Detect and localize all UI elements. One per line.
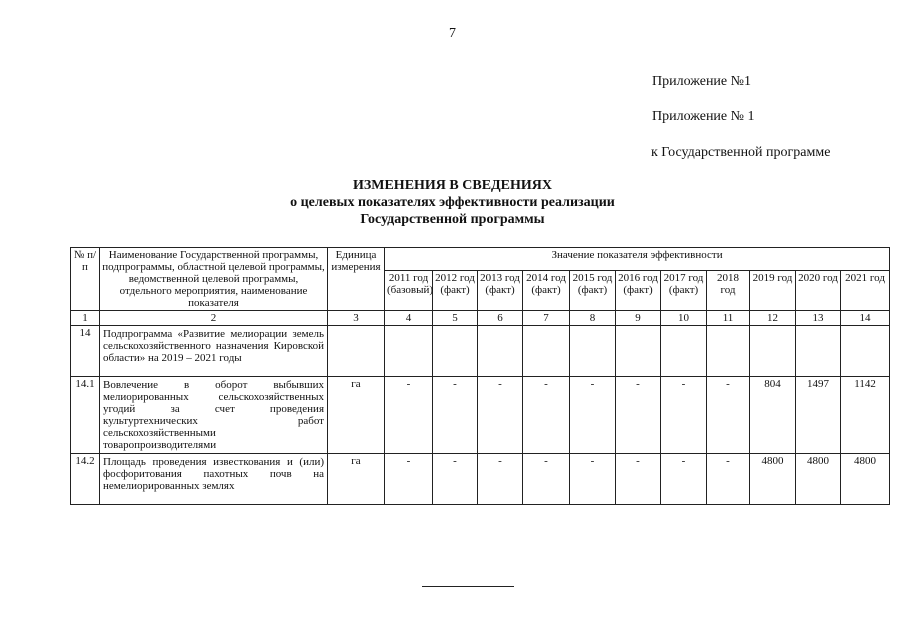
row-value: - <box>385 377 433 454</box>
column-numbers-row <box>71 311 890 326</box>
row-value: - <box>478 454 523 505</box>
row-value <box>707 326 750 377</box>
column-number: 5 <box>433 311 478 326</box>
header-year: 2015 год (факт) <box>570 270 616 311</box>
row-number: 14 <box>71 326 100 377</box>
table-row <box>71 377 890 454</box>
column-number: 2 <box>100 311 328 326</box>
row-value: - <box>570 454 616 505</box>
header-name: Наименование Государственной программы, подпрограммы, областной целевой программы, ведомственной целевой программы, отдельного мероприятия, наименование показателя <box>100 248 328 311</box>
row-value: - <box>433 454 478 505</box>
row-value <box>478 326 523 377</box>
row-name: Площадь проведения известкования и (или) фосфоритования пахотных почв на немелиорированных землях <box>100 454 328 505</box>
row-value: 4800 <box>750 454 796 505</box>
row-value: 804 <box>750 377 796 454</box>
title-line-2: о целевых показателях эффективности реализации <box>290 195 615 210</box>
header-year: 2014 год (факт) <box>523 270 570 311</box>
column-number: 12 <box>750 311 796 326</box>
row-value: - <box>523 377 570 454</box>
header-values-group: Значение показателя эффективности <box>385 248 890 271</box>
row-value: 1142 <box>841 377 890 454</box>
table-row <box>71 326 890 377</box>
column-number: 3 <box>328 311 385 326</box>
column-number: 4 <box>385 311 433 326</box>
column-number: 9 <box>616 311 661 326</box>
row-value: - <box>616 377 661 454</box>
row-value: - <box>661 454 707 505</box>
column-number: 14 <box>841 311 890 326</box>
row-value: - <box>707 377 750 454</box>
annex-label: Приложение №1 <box>652 74 751 89</box>
row-value: - <box>385 454 433 505</box>
footer-divider <box>422 586 514 587</box>
title-line-1: ИЗМЕНЕНИЯ В СВЕДЕНИЯХ <box>352 178 553 193</box>
row-unit: га <box>328 454 385 505</box>
header-year: 2017 год (факт) <box>661 270 707 311</box>
row-number: 14.1 <box>71 377 100 454</box>
column-number: 6 <box>478 311 523 326</box>
row-name: Подпрограмма «Развитие мелиорации земель сельскохозяйственного назначения Кировской области» на 2019 – 2021 годы <box>100 326 328 377</box>
header-year: 2013 год (факт) <box>478 270 523 311</box>
row-value: - <box>707 454 750 505</box>
indicators-table <box>70 247 890 505</box>
row-value: 4800 <box>841 454 890 505</box>
row-value: - <box>433 377 478 454</box>
row-value <box>385 326 433 377</box>
row-unit <box>328 326 385 377</box>
row-value: - <box>616 454 661 505</box>
row-value: - <box>523 454 570 505</box>
row-value <box>523 326 570 377</box>
table-row <box>71 454 890 505</box>
row-unit: га <box>328 377 385 454</box>
header-year: 2011 год (базовый) <box>385 270 433 311</box>
page-number: 7 <box>449 26 456 41</box>
row-value <box>750 326 796 377</box>
row-value: - <box>478 377 523 454</box>
row-number: 14.2 <box>71 454 100 505</box>
header-year: 2019 год <box>750 270 796 311</box>
annex-label-2: Приложение № 1 <box>652 109 755 124</box>
row-value <box>616 326 661 377</box>
row-name: Вовлечение в оборот выбывших мелиорированных сельскохозяйственных угодий за счет проведения культуртехнических работ сельскохозяйственными товаропроизводителями <box>100 377 328 454</box>
title-line-3: Государственной программы <box>360 212 545 227</box>
header-year: 2020 год <box>796 270 841 311</box>
header-number: № п/п <box>71 248 100 311</box>
column-number: 1 <box>71 311 100 326</box>
row-value: 1497 <box>796 377 841 454</box>
column-number: 8 <box>570 311 616 326</box>
row-value <box>433 326 478 377</box>
header-row-1 <box>71 248 890 271</box>
header-year: 2021 год <box>841 270 890 311</box>
column-number: 11 <box>707 311 750 326</box>
row-value: - <box>570 377 616 454</box>
column-number: 13 <box>796 311 841 326</box>
annex-reference: к Государственной программе <box>651 145 831 160</box>
row-value <box>570 326 616 377</box>
header-year: 2012 год (факт) <box>433 270 478 311</box>
row-value <box>796 326 841 377</box>
column-number: 7 <box>523 311 570 326</box>
document-title <box>0 177 905 228</box>
header-unit: Единица измерения <box>328 248 385 311</box>
header-year: 2018 год <box>707 270 750 311</box>
row-value <box>661 326 707 377</box>
row-value: 4800 <box>796 454 841 505</box>
header-year: 2016 год (факт) <box>616 270 661 311</box>
column-number: 10 <box>661 311 707 326</box>
row-value: - <box>661 377 707 454</box>
row-value <box>841 326 890 377</box>
